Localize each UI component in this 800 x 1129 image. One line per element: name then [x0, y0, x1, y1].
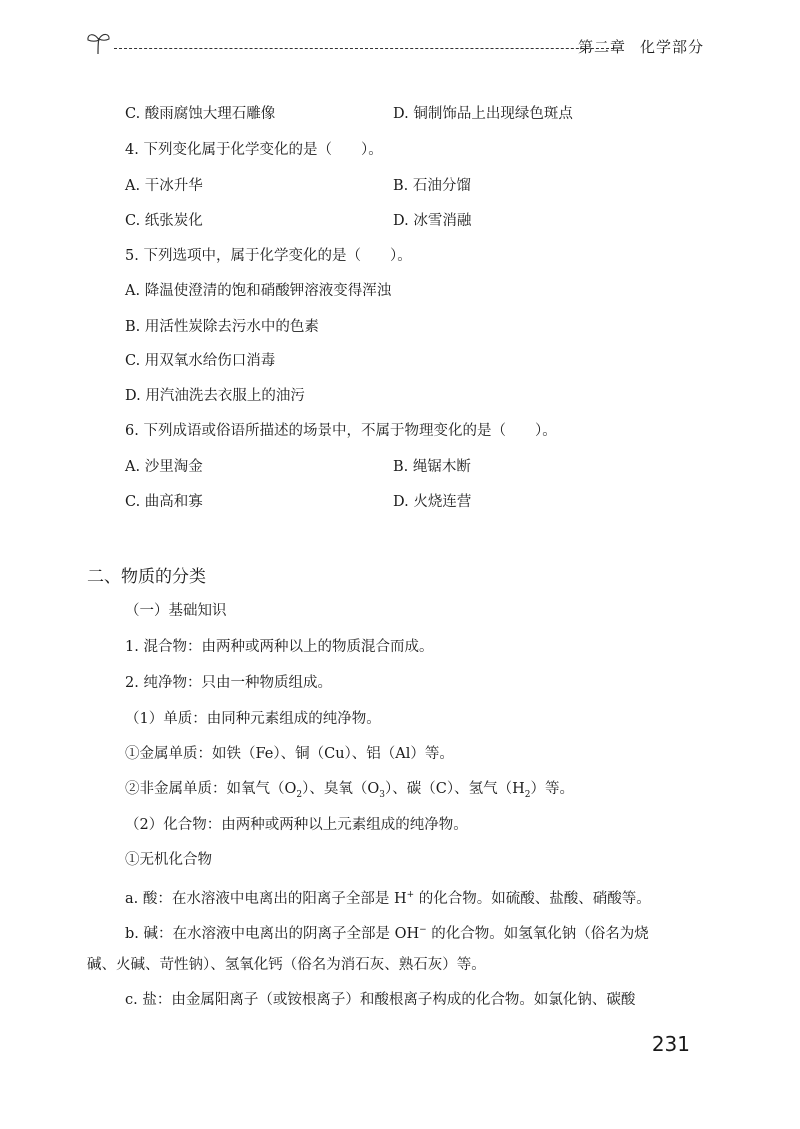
- option-c: C. 纸张炭化: [125, 213, 203, 229]
- option-d: D. 铜制饰品上出现绿色斑点: [393, 106, 573, 122]
- question-5: 5. 下列选项中，属于化学变化的是（ ）。: [125, 248, 412, 264]
- subject-label: 化学部分: [639, 38, 704, 56]
- chapter-label: 第二章: [577, 38, 626, 56]
- page-number: 231: [651, 1032, 690, 1056]
- option-a: A. 沙里淘金: [125, 459, 203, 475]
- paragraph: ①金属单质：如铁（Fe）、铜（Cu）、铝（Al）等。: [125, 746, 454, 762]
- option-a: A. 降温使澄清的饱和硝酸钾溶液变得浑浊: [125, 283, 392, 299]
- subsection-title: （一）基础知识: [125, 603, 227, 619]
- option-b: B. 石油分馏: [393, 178, 471, 194]
- option-c: C. 曲高和寡: [125, 494, 203, 510]
- paragraph: 碱、火碱、苛性钠）、氢氧化钙（俗名为消石灰、熟石灰）等。: [87, 957, 486, 973]
- question-4: 4. 下列变化属于化学变化的是（ ）。: [125, 142, 383, 158]
- option-b: B. 用活性炭除去污水中的色素: [125, 319, 319, 335]
- paragraph: b. 碱：在水溶液中电离出的阴离子全部是 OH− 的化合物。如氢氧化钠（俗名为烧: [125, 925, 649, 942]
- paragraph: c. 盐：由金属阳离子（或铵根离子）和酸根离子构成的化合物。如氯化钠、碳酸: [125, 992, 636, 1008]
- option-d: D. 用汽油洗去衣服上的油污: [125, 388, 305, 404]
- option-d: D. 冰雪消融: [393, 213, 472, 229]
- option-c: C. 酸雨腐蚀大理石雕像: [125, 106, 276, 122]
- option-b: B. 绳锯木断: [393, 459, 471, 475]
- paragraph: a. 酸：在水溶液中电离出的阳离子全部是 H+ 的化合物。如硫酸、盐酸、硝酸等。: [125, 890, 651, 907]
- sprout-icon: [84, 30, 114, 56]
- option-c: C. 用双氧水给伤口消毒: [125, 353, 276, 369]
- section-title: 二、物质的分类: [87, 567, 206, 587]
- question-6: 6. 下列成语或俗语所描述的场景中，不属于物理变化的是（ ）。: [125, 423, 557, 439]
- paragraph: 1. 混合物：由两种或两种以上的物质混合而成。: [125, 639, 434, 655]
- paragraph: （1）单质：由同种元素组成的纯净物。: [125, 711, 381, 727]
- page-header: [84, 30, 704, 60]
- option-a: A. 干冰升华: [125, 178, 203, 194]
- paragraph: ①无机化合物: [125, 852, 212, 868]
- paragraph: （2）化合物：由两种或两种以上元素组成的纯净物。: [125, 817, 468, 833]
- option-d: D. 火烧连营: [393, 494, 472, 510]
- header-title: [564, 36, 704, 57]
- paragraph: 2. 纯净物：只由一种物质组成。: [125, 675, 332, 691]
- paragraph: ②非金属单质：如氧气$(O_2)$、臭氧$(O_3)$、碳（C）、氢气$(H_2)$等。: [125, 781, 574, 800]
- header-rule: [114, 48, 614, 49]
